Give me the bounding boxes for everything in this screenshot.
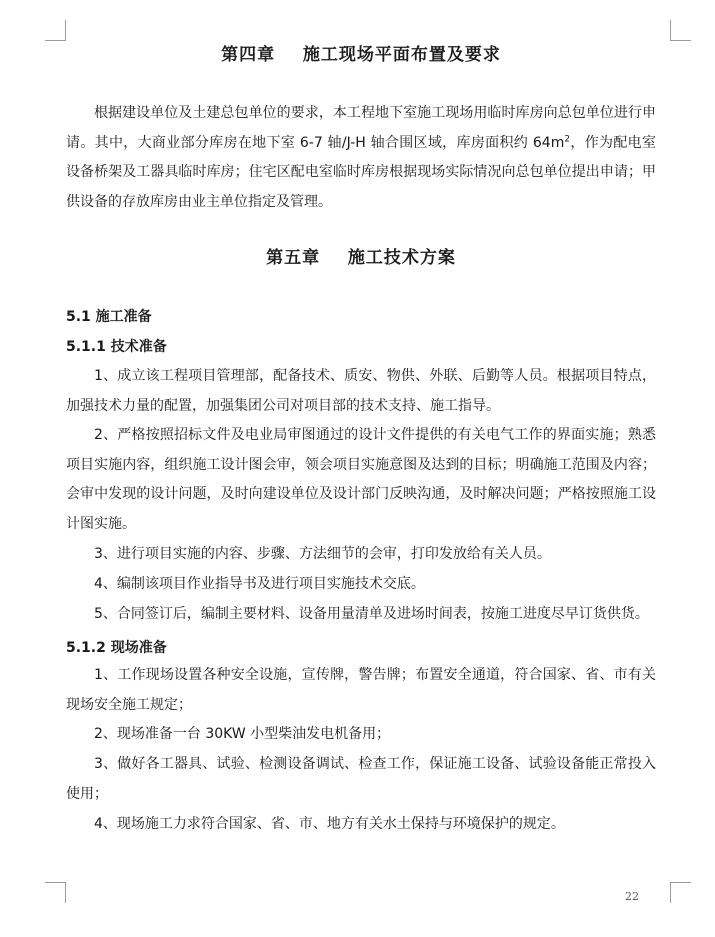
list-item-5-1-2-1: 1、工作现场设置各种安全设施，宣传牌，警告牌；布置安全通道，符合国家、省、市有关现场安全施工规定； xyxy=(66,667,656,713)
page-number: 22 xyxy=(625,890,639,903)
chapter-4-text-b: ，作为配电室设备桥架及工器具临时库房；住宅区配电室临时库房根据现场实际情况向总包单位提出申请；甲供设备的存放库房由业主单位指定及管理。 xyxy=(66,134,657,210)
list-item-5-1-2-2: 2、现场准备一台 30KW 小型柴油发电机备用； xyxy=(94,726,391,742)
list-item-5-1-1-2: 2、严格按照招标文件及电业局审图通过的设计文件提供的有关电气工作的界面实施；熟悉项目实施内容，组织施工设计图会审，领会项目实施意图及达到的目标；明确施工范围及内容；会审中发现的设计问题，及时向建设单位及设计部门反映沟通，及时解决问题；严格按照施工设计图实施。 xyxy=(66,427,656,532)
chapter-5-title: 第五章 施工技术方案 xyxy=(266,248,456,268)
chapter-4-paragraph xyxy=(66,99,656,217)
list-item-5-1-1-3: 3、进行项目实施的内容、步骤、方法细节的会审，打印发放给有关人员。 xyxy=(94,546,551,562)
list-item-5-1-2-3: 3、做好各工器具、试验、检测设备调试、检查工作，保证施工设备、试验设备能正常投入使用； xyxy=(66,756,656,802)
chapter-4-title: 第四章 施工现场平面布置及要求 xyxy=(221,45,501,65)
list-item-5-1-1-4: 4、编制该项目作业指导书及进行项目实施技术交底。 xyxy=(94,576,425,592)
list-item-5-1-1-5: 5、合同签订后，编制主要材料、设备用量清单及进场时间表，按施工进度尽早订货供货。 xyxy=(94,606,649,622)
list-item-5-1-1-1: 1、成立该工程项目管理部，配备技术、质安、物供、外联、后勤等人员。根据项目特点，加强技术力量的配置，加强集团公司对项目部的技术支持、施工指导。 xyxy=(66,368,656,414)
section-5-1-heading: 5.1 施工准备 xyxy=(66,309,152,325)
section-5-1-2-heading: 5.1.2 现场准备 xyxy=(66,640,167,656)
area-unit-superscript: 2 xyxy=(564,133,571,144)
crop-mark-top-right xyxy=(670,20,691,41)
chapter-4-text-a: 根据建设单位及土建总包单位的要求，本工程地下室施工现场用临时库房向总包单位进行申请。其中，大商业部分库房在地下室 6-7 轴/J-H 轴合围区域，库房面积约 64m xyxy=(66,105,656,151)
crop-mark-bottom-left xyxy=(45,882,66,903)
crop-mark-top-left xyxy=(45,20,66,41)
list-item-5-1-2-4: 4、现场施工力求符合国家、省、市、地方有关水土保持与环境保护的规定。 xyxy=(94,816,565,832)
crop-mark-bottom-right xyxy=(670,882,691,903)
section-5-1-1-heading: 5.1.1 技术准备 xyxy=(66,339,167,355)
